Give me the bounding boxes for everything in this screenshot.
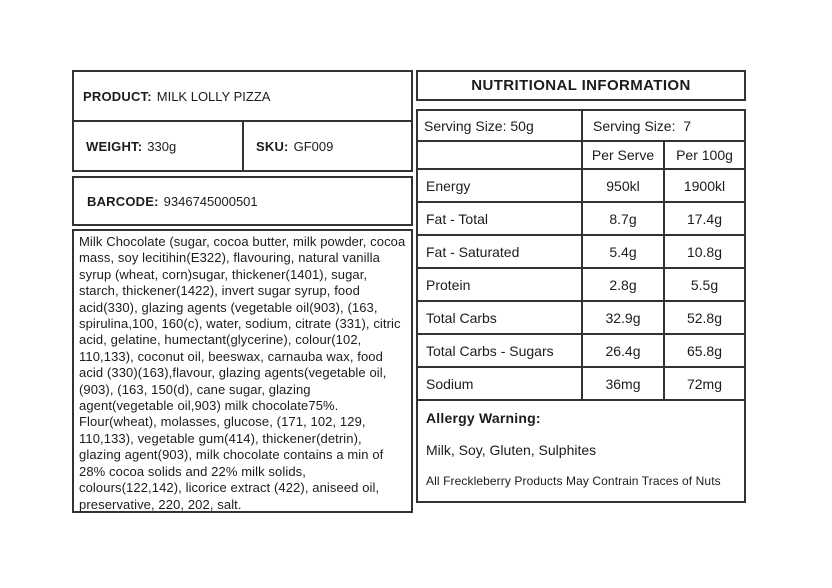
row-per-100g: 72mg: [663, 366, 746, 401]
allergy-note: All Freckleberry Products May Contrain Traces of Nuts: [426, 474, 721, 488]
product-label-sheet: [72, 70, 746, 513]
row-per-serve: 36mg: [581, 366, 665, 401]
product-info-column: [72, 70, 413, 513]
serving-size-count: Serving Size: 7: [581, 109, 746, 142]
weight-label: WEIGHT:: [86, 138, 143, 154]
column-header-per-100g: Per 100g: [663, 140, 746, 170]
weight-cell: [72, 120, 244, 172]
column-header-row: [416, 140, 746, 170]
serving-size-grams: Serving Size: 50g: [416, 109, 583, 142]
row-label: Sodium: [416, 366, 583, 401]
sku-value: GF009: [293, 138, 334, 154]
nutrition-row-protein: [416, 267, 746, 302]
row-label: Protein: [416, 267, 583, 302]
row-label: Total Carbs - Sugars: [416, 333, 583, 368]
row-per-100g: 52.8g: [663, 300, 746, 335]
row-per-serve: 5.4g: [581, 234, 665, 269]
weight-sku-row: [72, 120, 413, 172]
row-per-serve: 8.7g: [581, 201, 665, 236]
row-per-100g: 65.8g: [663, 333, 746, 368]
nutrition-column: [416, 70, 746, 513]
allergy-heading: Allergy Warning:: [426, 410, 541, 426]
barcode-label: BARCODE:: [87, 193, 159, 209]
row-per-serve: 32.9g: [581, 300, 665, 335]
row-per-100g: 1900kl: [663, 168, 746, 203]
product-row: [72, 70, 413, 122]
barcode-row: [72, 176, 413, 226]
row-label: Fat - Saturated: [416, 234, 583, 269]
barcode-value: 9346745000501: [163, 193, 258, 209]
nutrition-row-fat-saturated: [416, 234, 746, 269]
row-label: Energy: [416, 168, 583, 203]
row-per-100g: 10.8g: [663, 234, 746, 269]
nutrition-row-sodium: [416, 366, 746, 401]
nutrition-title: NUTRITIONAL INFORMATION: [416, 70, 746, 101]
weight-value: 330g: [147, 138, 177, 154]
allergy-warning-box: [416, 399, 746, 503]
product-value: MILK LOLLY PIZZA: [156, 88, 271, 104]
sku-label: SKU:: [256, 138, 289, 154]
column-header-empty: [416, 140, 583, 170]
row-per-serve: 26.4g: [581, 333, 665, 368]
row-per-100g: 5.5g: [663, 267, 746, 302]
row-per-serve: 2.8g: [581, 267, 665, 302]
row-per-100g: 17.4g: [663, 201, 746, 236]
row-label: Fat - Total: [416, 201, 583, 236]
column-header-per-serve: Per Serve: [581, 140, 665, 170]
serving-size-row: [416, 109, 746, 142]
row-per-serve: 950kl: [581, 168, 665, 203]
allergy-list: Milk, Soy, Gluten, Sulphites: [426, 442, 597, 458]
ingredients-text: Milk Chocolate (sugar, cocoa butter, milk powder, cocoa mass, soy lecitihin(E322), flavouring, natural vanilla syrup (wheat, corn)sugar, thickener(1401), sugar, starch, thickener(1422), invert sugar syrup, food acid(330), glazing agents (vegetable oil(903), (163, spirulina,100, 160(c), water, sodium, citrate (331), citric acid, gelatine, humectant(glycerine), colour(102, 110,133), coconut oil, beeswax, carnauba wax, food acid (330)(163),flavour, glazing agents(vegetable oil, (903), (163, 150(d), cane sugar, glazing agent(vegetable oil,903) milk chocolate75%. Flour(wheat), molasses, glucose, (171, 102, 129, 110,133), vegetable gum(414), thickener(detrin), glazing agent(903), milk chocolate contains a min of 28% cocoa solids and 22% milk solids, colours(122,142), licorice extract (422), aniseed oil, preservative, 220, 202, salt.: [72, 229, 413, 513]
nutrition-row-energy: [416, 168, 746, 203]
row-label: Total Carbs: [416, 300, 583, 335]
nutrition-row-total-carbs-sugars: [416, 333, 746, 368]
sku-cell: [242, 120, 413, 172]
nutrition-row-total-carbs: [416, 300, 746, 335]
product-label: PRODUCT:: [83, 88, 152, 104]
nutrition-row-fat-total: [416, 201, 746, 236]
